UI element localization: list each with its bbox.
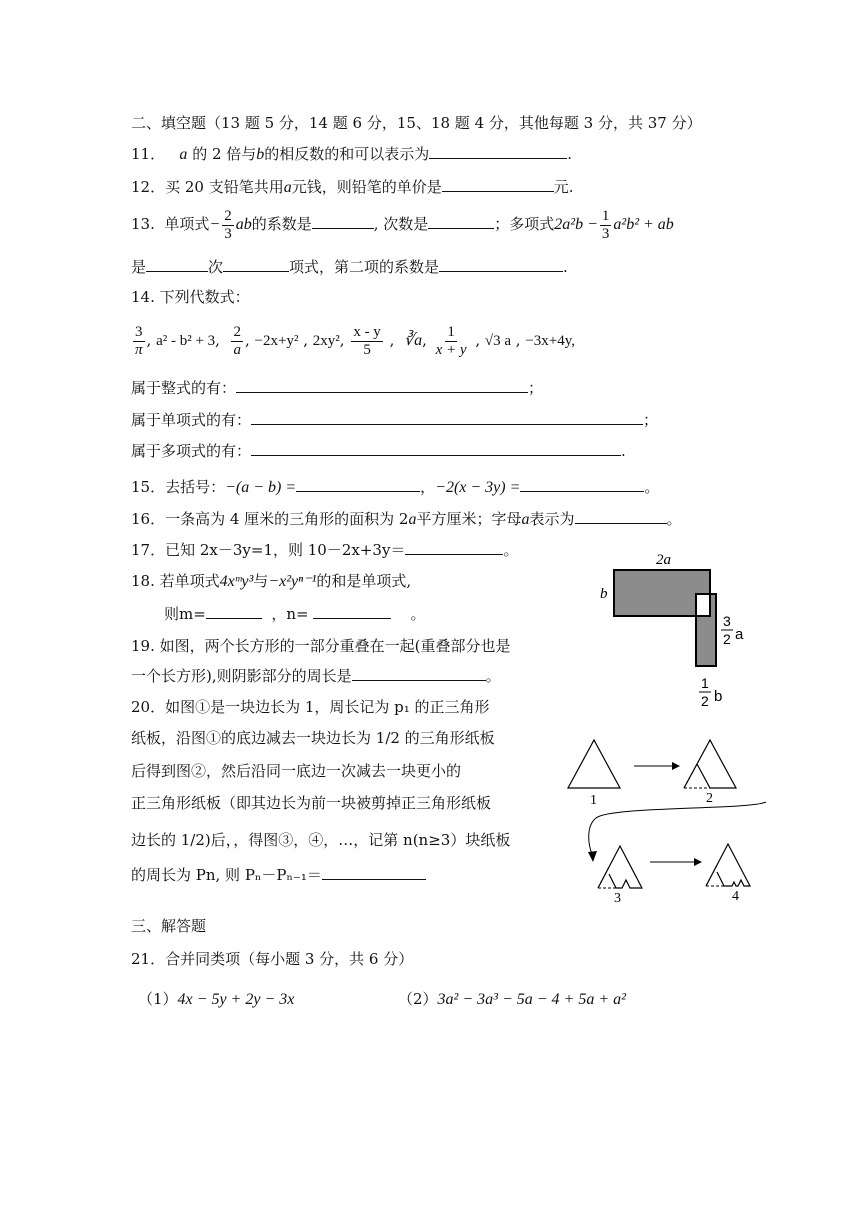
question-20-line-5: 边长的 1/2)后，，得图③，④，…，记第 n(n≥3）块纸板	[131, 831, 511, 849]
q14-polynomial-row: 属于多项式的有： .	[131, 442, 626, 460]
q16-text-a: 16．一条高为 4 厘米的三角形的面积为 2	[131, 510, 409, 528]
triangle-3-label: 3	[614, 891, 621, 906]
question-21-part-2: （2）3a² − 3a³ − 5a − 4 + 5a + a²	[398, 990, 626, 1008]
question-21-part-1: （1）4x − 5y + 2y − 3x	[138, 990, 295, 1008]
question-17: 17．已知 2x－3y=1，则 10－2x+3y＝ 。	[131, 541, 519, 559]
q19-rectangles-figure	[590, 544, 760, 714]
q18-n-blank[interactable]	[313, 603, 391, 619]
svg-text:b: b	[714, 688, 723, 705]
q14-integral-blank[interactable]	[236, 377, 528, 393]
q14-expr-1-over-x-plus-y: $\frac{1}{x + y}$	[435, 323, 467, 358]
q11-number: 11．	[131, 145, 166, 163]
section-3-title: 三、解答题	[131, 917, 207, 935]
q13-fraction-2: $\frac{1}{3}$	[601, 207, 610, 242]
q21-part-1-expr: 4x − 5y + 2y − 3x	[177, 991, 295, 1008]
q12-answer-blank[interactable]	[442, 176, 554, 192]
svg-text:2: 2	[701, 693, 709, 709]
q14-expr-2-over-a: $\frac{2}{a}$	[233, 323, 241, 358]
q11-text-b: 的相反数的和可以表示为	[264, 145, 430, 163]
arrow-right-2	[694, 858, 702, 866]
q14-expr-sqrt3-a: √3 a	[484, 333, 512, 349]
triangle-1-label: 1	[590, 793, 597, 808]
q20-triangles-figure	[560, 734, 778, 906]
q11-answer-blank[interactable]	[429, 143, 567, 159]
q16-answer-blank[interactable]	[575, 508, 667, 524]
q11-text-a: 的 2 倍与	[192, 145, 257, 163]
q13-fraction: $\frac{2}{3}$	[224, 207, 232, 242]
question-18-line-2: 则m= ，n= 。	[164, 605, 426, 623]
q11-var-b: b	[256, 146, 265, 163]
q13-line2-c: 项式，第二项的系数是	[289, 258, 440, 276]
question-20-line-3: 后得到图②，然后沿同一底边一次减去一块更小的	[131, 762, 462, 780]
question-20-line-6: 的周长为 Pn, 则 Pₙ－Pₙ₋₁＝	[131, 864, 426, 886]
svg-text:a: a	[735, 626, 744, 643]
q13-second-coef-blank[interactable]	[439, 256, 563, 272]
svg-text:2: 2	[723, 631, 731, 647]
q14-polynomial-blank[interactable]	[251, 440, 621, 456]
q15-blank-1[interactable]	[296, 476, 420, 492]
q14-integral-row: 属于整式的有： ；	[131, 379, 544, 397]
q13-text-c: , 次数是	[373, 215, 429, 233]
arrow-right-1	[672, 762, 680, 770]
label-2a: 2a	[656, 552, 671, 568]
q15-blank-2[interactable]	[520, 476, 644, 492]
question-18: 18. 若单项式4xᵐy³与−x²yⁿ⁻¹的和是单项式,	[131, 572, 412, 590]
q18-m-blank[interactable]	[206, 603, 262, 619]
q20-answer-blank[interactable]	[322, 864, 426, 880]
question-14-expressions: $\frac{3}{\pi}$ , a² - b² + 3, $\frac{2}{a}$ , −2x+y² , 2xy², $\frac{x - y}{5}$ , ∛a, $\frac{1}{x + y}$ , √3 a , −3x+4y,	[135, 323, 576, 358]
q14-monomial-blank[interactable]	[251, 409, 643, 425]
q17-text: 17．已知 2x－3y=1，则 10－2x+3y＝	[131, 541, 406, 559]
q13-degree-blank[interactable]	[428, 213, 494, 229]
triangle-4	[706, 844, 750, 886]
q14-expr-3-over-pi: $\frac{3}{\pi}$	[135, 323, 143, 358]
triangle-2	[684, 740, 736, 788]
q11-var-a: a	[179, 146, 188, 163]
q14-monomial-label: 属于单项式的有：	[131, 411, 252, 429]
q12-text-b: 元钱，则铅笔的单价是	[291, 178, 442, 196]
question-20-line-4: 正三角形纸板（即其边长为前一块被剪掉正三角形纸板	[131, 794, 492, 812]
q16-text-c: 表示为	[529, 510, 575, 528]
overlap-rectangle	[696, 594, 710, 616]
q13-text-b: 的系数是	[251, 215, 312, 233]
question-20-line-2: 纸板，沿图①的底边减去一块边长为 1/2 的三角形纸板	[131, 729, 495, 747]
triangle-3	[598, 846, 642, 888]
q14-monomial-row: 属于单项式的有： ；	[131, 411, 659, 429]
q14-expr-5: 2xy²	[312, 333, 340, 349]
q14-expr-cuberoot-a: ∛a	[403, 332, 423, 349]
q13-line2-a: 是	[131, 258, 147, 276]
triangle-1	[568, 740, 620, 788]
q13-coef-blank[interactable]	[312, 213, 374, 229]
q18-expr2: −x²yⁿ⁻¹	[268, 573, 317, 590]
question-19-line-2: 一个长方形),则阴影部分的周长是 。	[131, 667, 501, 685]
q13-times-blank[interactable]	[146, 256, 208, 272]
q14-polynomial-label: 属于多项式的有：	[131, 442, 252, 460]
q18-text-a: 18. 若单项式	[131, 572, 220, 590]
q16-text-b: 平方厘米；字母	[416, 510, 522, 528]
q13-text-d: ；多项式	[494, 215, 555, 233]
q14-expr-x-minus-y-over-5: $\frac{x - y}{5}$	[353, 323, 381, 358]
q13-poly-b: a²b² + ab	[613, 216, 674, 233]
q21-part-2-expr: 3a² − 3a³ − 5a − 4 + 5a + a²	[437, 991, 626, 1008]
q18-expr1: 4xᵐy³	[219, 573, 254, 590]
question-13-line-2: 是 次 项式，第二项的系数是 .	[131, 258, 568, 276]
q12-text-a: 12．买 20 支铅笔共用	[131, 178, 284, 196]
q14-expr-4: −2x+y²	[254, 333, 299, 349]
question-19-line-1: 19. 如图，两个长方形的一部分重叠在一起(重叠部分也是	[131, 637, 511, 655]
q13-neg-sign: −	[209, 216, 221, 233]
label-b: b	[600, 586, 608, 602]
svg-text:3: 3	[723, 613, 731, 629]
q12-var: a	[283, 179, 292, 196]
q14-expr-10: −3x+4y,	[525, 333, 576, 349]
question-11: 11． a 的 2 倍与b的相反数的和可以表示为 .	[131, 145, 573, 163]
question-12	[131, 176, 574, 199]
q14-integral-label: 属于整式的有：	[131, 379, 237, 397]
q15-expr2: −2(x − 3y) =	[435, 479, 521, 496]
curved-arrow	[588, 851, 597, 862]
question-13-line-1	[131, 204, 674, 245]
q15-expr1: −(a − b) =	[225, 479, 297, 496]
q13-var: ab	[235, 216, 252, 233]
triangle-4-label: 4	[732, 889, 739, 904]
svg-text:1: 1	[701, 675, 709, 691]
q19-answer-blank[interactable]	[352, 665, 486, 681]
q13-text-a: 单项式	[164, 215, 210, 233]
q15-text: 15．去括号：	[131, 478, 226, 496]
q13-line2-b: 次	[208, 258, 224, 276]
question-20-line-1: 20．如图①是一块边长为 1，周长记为 p₁ 的正三角形	[131, 698, 490, 716]
q17-answer-blank[interactable]	[405, 539, 503, 555]
question-21-title: 21．合并同类项（每小题 3 分，共 6 分）	[131, 950, 414, 968]
section-2-title: 二、填空题（13 题 5 分，14 题 6 分，15、18 题 4 分，其他每题 3 分，共 37 分）	[131, 114, 702, 132]
triangle-2-label: 2	[706, 791, 713, 806]
question-16: 16．一条高为 4 厘米的三角形的面积为 2a平方厘米；字母a表示为 。	[131, 510, 682, 528]
q12-unit: 元.	[553, 178, 574, 196]
q14-expr-2: a² - b² + 3	[156, 333, 216, 349]
q13-poly-a: 2a²b −	[554, 216, 598, 233]
question-14-title: 14. 下列代数式：	[131, 288, 250, 306]
question-15: 15．去括号：−(a − b) = ，−2(x − 3y) = 。	[131, 478, 660, 496]
q13-terms-blank[interactable]	[223, 256, 289, 272]
q13-number: 13.	[131, 215, 155, 233]
